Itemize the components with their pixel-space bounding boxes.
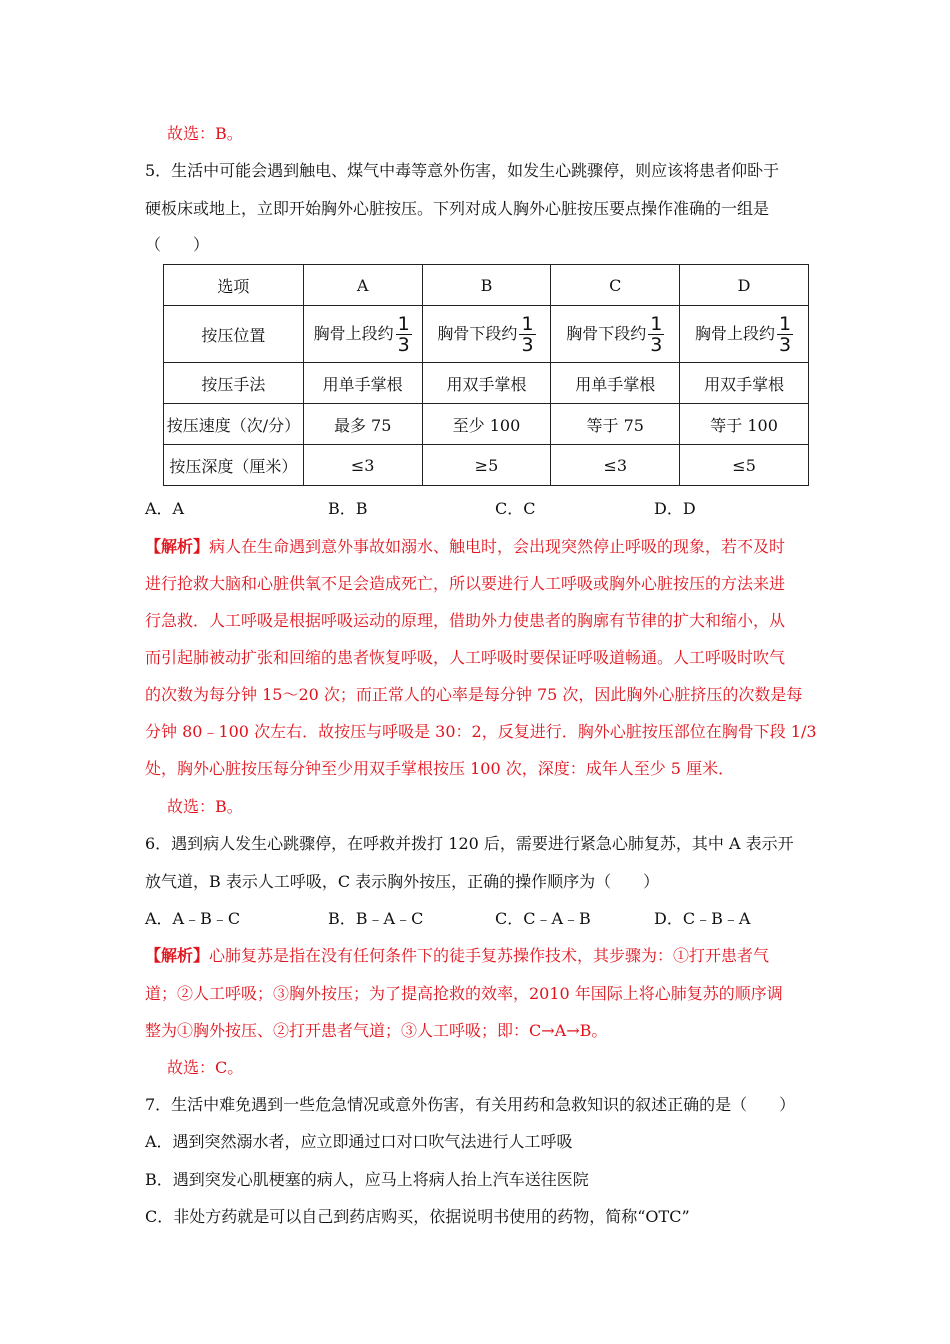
table-cell: 等于 100 [680,404,809,445]
table-row-depth [164,445,809,486]
table-cell: ≥5 [422,445,551,486]
table-row-position [164,306,809,363]
table-header-cell: D [680,265,809,306]
analysis-tag: 【解析】 [145,946,210,965]
row-label: 按压手法 [164,363,304,404]
table-cell: 用双手掌根 [422,363,551,404]
table-cell [422,306,551,363]
fraction-denominator: 3 [650,333,663,356]
table-cell: ≤3 [551,445,680,486]
q6-analysis-line-1 [145,946,810,966]
fraction [648,314,664,355]
fraction-numerator: 1 [521,312,534,335]
cell-text: 胸骨上段约 [313,323,394,343]
table-row-method [164,363,809,404]
analysis-text: 病人在生命遇到意外事故如溺水、触电时，会出现突然停止呼吸的现象，若不及时 [209,537,786,556]
option-c: C．C﹣A﹣B [495,909,591,928]
table-cell: 用单手掌根 [303,363,422,404]
q5-options-table [163,264,809,486]
table-header-cell: B [422,265,551,306]
fraction-denominator: 3 [521,333,534,356]
q5-analysis-line-4: 而引起肺被动扩张和回缩的患者恢复呼吸，人工呼吸时要保证呼吸道畅通。人工呼吸时吹气 [145,648,786,667]
table-cell: ≤3 [303,445,422,486]
q7-option-c: C．非处方药就是可以自己到药店购买，依据说明书使用的药物，简称“OTC” [145,1207,690,1226]
q6-stem-line-1: 6．遇到病人发生心跳骤停，在呼救并拨打 120 后，需要进行紧急心肺复苏，其中 A 表示开 [145,834,794,853]
fraction-numerator: 1 [397,312,410,335]
table-cell: 至少 100 [422,404,551,445]
q7-stem-line-1: 7．生活中难免遇到一些危急情况或意外伤害，有关用药和急救知识的叙述正确的是（ ） [145,1095,796,1114]
q7-option-a: A．遇到突然溺水者，应立即通过口对口吹气法进行人工呼吸 [145,1132,573,1151]
row-label: 按压位置 [164,306,304,363]
q5-stem-line-1: 5．生活中可能会遇到触电、煤气中毒等意外伤害，如发生心跳骤停，则应该将患者仰卧于 [145,161,780,180]
analysis-tag: 【解析】 [145,537,210,556]
cell-text: 胸骨下段约 [437,323,518,343]
fraction-denominator: 3 [397,333,410,356]
table-cell: 等于 75 [551,404,680,445]
analysis-text: 心肺复苏是指在没有任何条件下的徒手复苏操作技术，其步骤为：①打开患者气 [209,946,770,965]
table-header-cell: A [303,265,422,306]
fraction-denominator: 3 [779,333,792,356]
q5-analysis-line-7: 处，胸外心脏按压每分钟至少用双手掌根按压 100 次，深度：成年人至少 5 厘米． [145,759,735,778]
option-a: A．A﹣B﹣C [145,909,241,928]
cell-text: 胸骨下段约 [566,323,647,343]
table-cell: 最多 75 [303,404,422,445]
q7-option-b: B．遇到突发心肌梗塞的病人，应马上将病人抬上汽车送往医院 [145,1170,589,1189]
q5-stem-line-2: 硬板床或地上，立即开始胸外心脏按压。下列对成人胸外心脏按压要点操作准确的一组是 [145,199,770,218]
table-header-cell: 选项 [164,265,304,306]
table-cell: ≤5 [680,445,809,486]
option-b: B．B [328,499,368,518]
option-a: A．A [145,499,185,518]
option-c: C．C [495,499,536,518]
q5-answer: 故选：B。 [167,797,243,816]
q5-analysis-line-1 [145,537,810,557]
option-b: B．B﹣A﹣C [328,909,424,928]
fraction-numerator: 1 [650,312,663,335]
table-header-cell: C [551,265,680,306]
table-header-row [164,265,809,306]
q6-answer: 故选：C。 [167,1058,244,1077]
table-cell: 用双手掌根 [680,363,809,404]
q6-analysis-line-3: 整为①胸外按压、②打开患者气道；③人工呼吸；即：C→A→B。 [145,1021,608,1040]
q5-analysis-line-2: 进行抢救大脑和心脏供氧不足会造成死亡，所以要进行人工呼吸或胸外心脏按压的方法来进 [145,574,786,593]
table-cell [551,306,680,363]
row-label: 按压深度（厘米） [164,445,304,486]
fraction [519,314,535,355]
fraction [396,314,412,355]
option-d: D．D [654,499,696,518]
q5-analysis-line-5: 的次数为每分钟 15～20 次；而正常人的心率是每分钟 75 次，因此胸外心脏挤压的次数是每 [145,685,803,704]
fraction [777,314,793,355]
table-cell [680,306,809,363]
table-cell: 用单手掌根 [551,363,680,404]
q5-stem-line-3: （ ） [145,235,210,254]
row-label: 按压速度（次/分） [164,404,304,445]
q6-analysis-line-2: 道；②人工呼吸；③胸外按压；为了提高抢救的效率，2010 年国际上将心肺复苏的顺序调 [145,984,783,1003]
option-d: D．C﹣B﹣A [654,909,751,928]
table-row-speed [164,404,809,445]
q6-stem-line-2: 放气道，B 表示人工呼吸，C 表示胸外按压，正确的操作顺序为（ ） [145,872,660,891]
q5-analysis-line-6: 分钟 80﹣100 次左右．故按压与呼吸是 30：2，反复进行．胸外心脏按压部位在胸骨下段 1/3 [145,722,817,741]
table-cell [303,306,422,363]
cell-text: 胸骨上段约 [695,323,776,343]
fraction-numerator: 1 [779,312,792,335]
q5-analysis-line-3: 行急救．人工呼吸是根据呼吸运动的原理，借助外力使患者的胸廓有节律的扩大和缩小，从 [145,611,786,630]
previous-answer: 故选：B。 [167,124,243,143]
